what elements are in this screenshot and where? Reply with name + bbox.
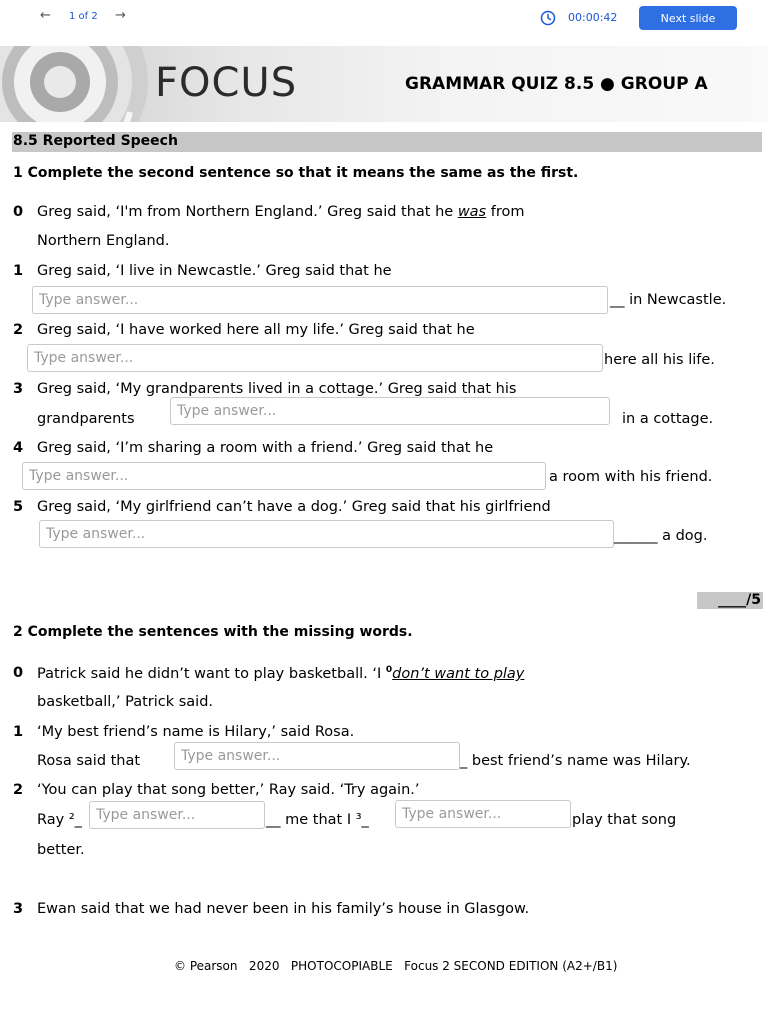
toolbar [0, 0, 768, 36]
item-number: 4 [13, 440, 24, 456]
item-number: 5 [13, 499, 24, 515]
score-box: ____/5 [697, 592, 763, 609]
disc-graphic-icon [0, 46, 150, 122]
part2-question-3-text: Ewan said that we had never been in his family’s house in Glasgow. [37, 901, 530, 917]
example-sentence-line2: Northern England. [37, 233, 170, 249]
part2-question-2-text: ‘You can play that song better,’ Ray said. ‘Try again.’ [37, 782, 420, 798]
item-number: 0 [13, 204, 24, 220]
item-number: 1 [13, 724, 24, 740]
example-text-after: from [486, 204, 525, 220]
answer-input-2-2[interactable] [89, 801, 265, 829]
question-4-ending: a room with his friend. [549, 469, 713, 485]
question-1-ending: __ in Newcastle. [610, 292, 727, 308]
part2-question-1-prefix: Rosa said that [37, 753, 141, 769]
question-3-ending: in a cottage. [622, 411, 714, 427]
example-sentence [37, 204, 524, 220]
question-5-ending: ______ a dog. [614, 528, 708, 544]
item-number: 0 [13, 665, 24, 681]
example-superscript: 0 [385, 665, 393, 675]
question-2-text: Greg said, ‘I have worked here all my life.’ Greg said that he [37, 322, 475, 338]
question-3-prefix: grandparents [37, 411, 135, 427]
answer-input-1-5[interactable] [39, 520, 614, 548]
section-header [12, 132, 762, 152]
focus-logo: FOCUS [155, 60, 298, 106]
item-number: 3 [13, 381, 24, 397]
answer-input-2-1[interactable] [174, 742, 460, 770]
question-3-text: Greg said, ‘My grandparents lived in a cottage.’ Greg said that his [37, 381, 517, 397]
answer-input-1-2[interactable] [27, 344, 603, 372]
answer-input-2-3[interactable] [395, 800, 571, 828]
question-5-text: Greg said, ‘My girlfriend can’t have a dog.’ Greg said that his girlfriend [37, 499, 551, 515]
example-sentence-2 [37, 665, 524, 682]
part2-question-2-prefix: Ray ²_ [37, 812, 82, 828]
part2-question-2-middle: __ me that I ³_ [266, 812, 369, 828]
example-text: Greg said, ‘I'm from Northern England.’ Greg said that he [37, 204, 458, 220]
answer-input-1-3[interactable] [170, 397, 610, 425]
part2-question-1-text: ‘My best friend’s name is Hilary,’ said Rosa. [37, 724, 355, 740]
next-page-arrow-icon[interactable]: → [115, 8, 126, 23]
example-answer: don’t want to play [392, 665, 525, 682]
question-1-text: Greg said, ‘I live in Newcastle.’ Greg said that he [37, 263, 392, 279]
item-number: 2 [13, 782, 24, 798]
next-slide-button[interactable]: Next slide [639, 6, 737, 30]
example-sentence-2-line2: basketball,’ Patrick said. [37, 694, 214, 710]
item-number: 1 [13, 263, 24, 279]
example-answer: was [457, 204, 487, 220]
answer-input-1-4[interactable] [22, 462, 546, 490]
part2-question-2-ending: play that song [572, 812, 677, 828]
footer-copyright: © Pearson 2020 PHOTOCOPIABLE Focus 2 SECOND EDITION (A2+/B1) [174, 959, 618, 973]
item-number: 2 [13, 322, 24, 338]
part1-instruction: 1 Complete the second sentence so that it means the same as the first. [13, 165, 579, 181]
quiz-title: GRAMMAR QUIZ 8.5 ● GROUP A [405, 74, 708, 94]
answer-input-1-1[interactable] [32, 286, 608, 314]
header-banner [0, 46, 768, 122]
question-2-ending: here all his life. [604, 352, 715, 368]
part2-instruction: 2 Complete the sentences with the missing words. [13, 624, 413, 640]
page-indicator: 1 of 2 [69, 11, 98, 22]
section-title: 8.5 Reported Speech [13, 133, 178, 149]
example-text: Patrick said he didn’t want to play basketball. ‘I [37, 665, 386, 682]
timer: 00:00:42 [568, 11, 618, 24]
clock-icon [540, 10, 556, 26]
part2-question-2-line3: better. [37, 842, 85, 858]
item-number: 3 [13, 901, 24, 917]
question-4-text: Greg said, ‘I’m sharing a room with a friend.’ Greg said that he [37, 440, 494, 456]
previous-page-arrow-icon[interactable]: ← [40, 8, 51, 23]
part2-question-1-ending: _ best friend’s name was Hilary. [460, 753, 691, 769]
